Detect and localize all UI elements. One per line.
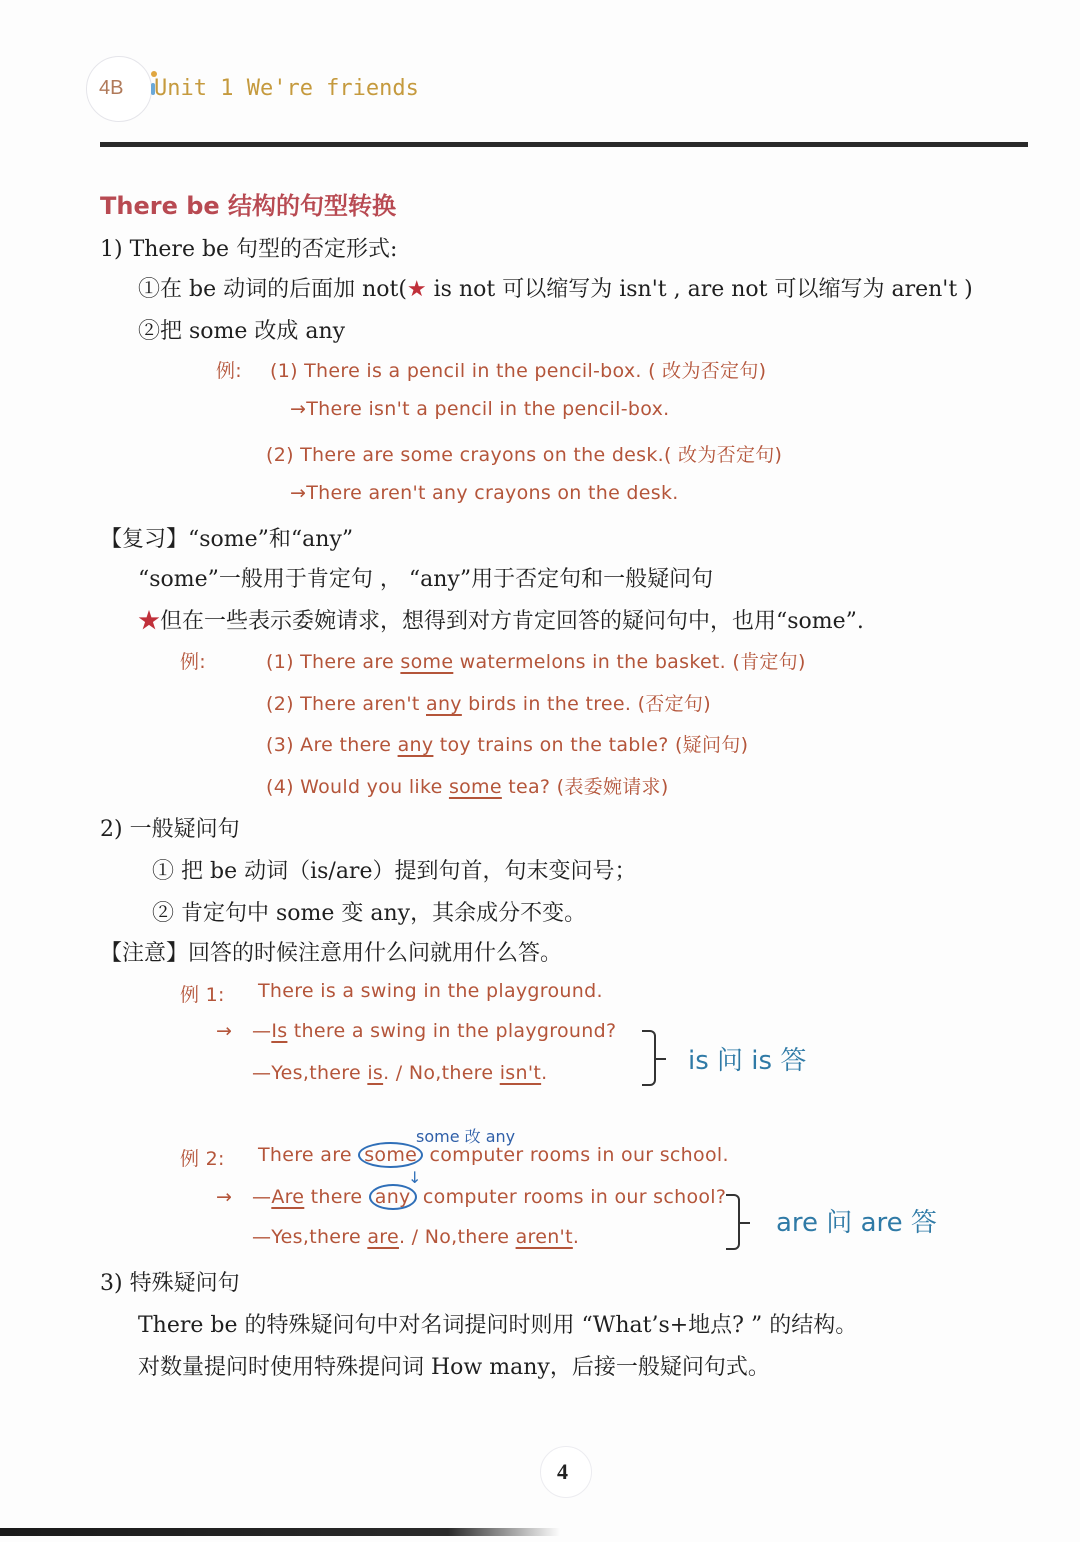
some-circle: some (358, 1142, 423, 1168)
s1-ex2: (2) There are some crayons on the desk.( 改为否定句) (266, 444, 783, 466)
s2-rule2: ② 肯定句中 some 变 any，其余成分不变。 (152, 901, 587, 926)
review-ex-label: 例: (180, 651, 207, 673)
review-title: 【复习】“some”和“any” (100, 527, 354, 552)
any-circle: any (369, 1184, 417, 1210)
s1-ex2-answer: →There aren't any crayons on the desk. (290, 482, 679, 504)
s2-note: 【注意】回答的时候注意用什么问就用什么答。 (100, 941, 563, 966)
s1-ex-label: 例: (216, 360, 243, 382)
s2-ex1: There is a swing in the playground. (258, 980, 603, 1002)
star-icon: ★ (406, 277, 427, 302)
header-rule (100, 142, 1028, 147)
s2-ex2-answer: —Yes,there are. / No,there aren't. (252, 1226, 580, 1248)
s2-ex1-arrow: → (216, 1020, 233, 1042)
review-line1: “some”一般用于肯定句 ， “any”用于否定句和一般疑问句 (138, 567, 714, 592)
s3-line2: 对数量提问时使用特殊提问词 How many，后接一般疑问句式。 (138, 1355, 770, 1380)
s1-ex1: (1) There is a pencil in the pencil-box. ( 改为否定句) (270, 360, 767, 382)
s2-ex1-answer: —Yes,there is. / No,there isn't. (252, 1062, 548, 1084)
ex2-brace (726, 1194, 740, 1250)
s2-ex1-label: 例 1: (180, 984, 225, 1006)
ex2-rule-note: are 问 are 答 (776, 1208, 937, 1238)
s2-ex2-arrow: → (216, 1186, 233, 1208)
s2-ex1-question: —Is there a swing in the playground? (252, 1020, 617, 1042)
s1-rule2: ②把 some 改成 any (138, 319, 346, 344)
s3-title: 3) 特殊疑问句 (100, 1271, 240, 1296)
s1-rule1: ①在 be 动词的后面加 not(★ is not 可以缩写为 isn't , are not 可以缩写为 aren't ) (138, 277, 973, 302)
review-ex3: (3) Are there any toy trains on the table? (疑问句) (266, 734, 749, 756)
star-icon: ★ (138, 609, 161, 634)
s1-ex1-answer: →There isn't a pencil in the pencil-box. (290, 398, 670, 420)
s1-title: 1) There be 句型的否定形式: (100, 237, 398, 262)
page-number-badge (540, 1446, 592, 1498)
s2-title: 2) 一般疑问句 (100, 817, 240, 842)
s2-ex2-question: —Are there any computer rooms in our school? (252, 1186, 727, 1208)
down-arrow-icon: ↓ (408, 1168, 422, 1187)
footer-rule (0, 1528, 560, 1536)
review-ex1: (1) There are some watermelons in the basket. (肯定句) (266, 651, 806, 673)
review-ex2: (2) There aren't any birds in the tree. (否定句) (266, 693, 711, 715)
ex2-annotation: some 改 any (416, 1127, 516, 1146)
s2-ex2: There are some computer rooms in our school. (258, 1144, 729, 1166)
unit-title: Unit 1 We're friends (154, 76, 419, 101)
ex1-brace (642, 1030, 656, 1086)
review-ex4: (4) Would you like some tea? (表委婉请求) (266, 776, 669, 798)
s3-line1: There be 的特殊疑问句中对名词提问时则用 “What’s+地点? ” 的结构。 (138, 1313, 858, 1338)
section-title: There be 结构的句型转换 (100, 192, 397, 220)
grade-label: 4B (99, 77, 124, 99)
s2-rule1: ① 把 be 动词（is/are）提到句首，句末变问号； (152, 859, 637, 884)
unit-badge (86, 56, 152, 122)
page-number: 4 (557, 1459, 568, 1484)
ex1-rule-note: is 问 is 答 (688, 1046, 807, 1076)
review-line2: ★但在一些表示委婉请求，想得到对方肯定回答的疑问句中，也用“some”. (138, 609, 864, 634)
s2-ex2-label: 例 2: (180, 1148, 225, 1170)
